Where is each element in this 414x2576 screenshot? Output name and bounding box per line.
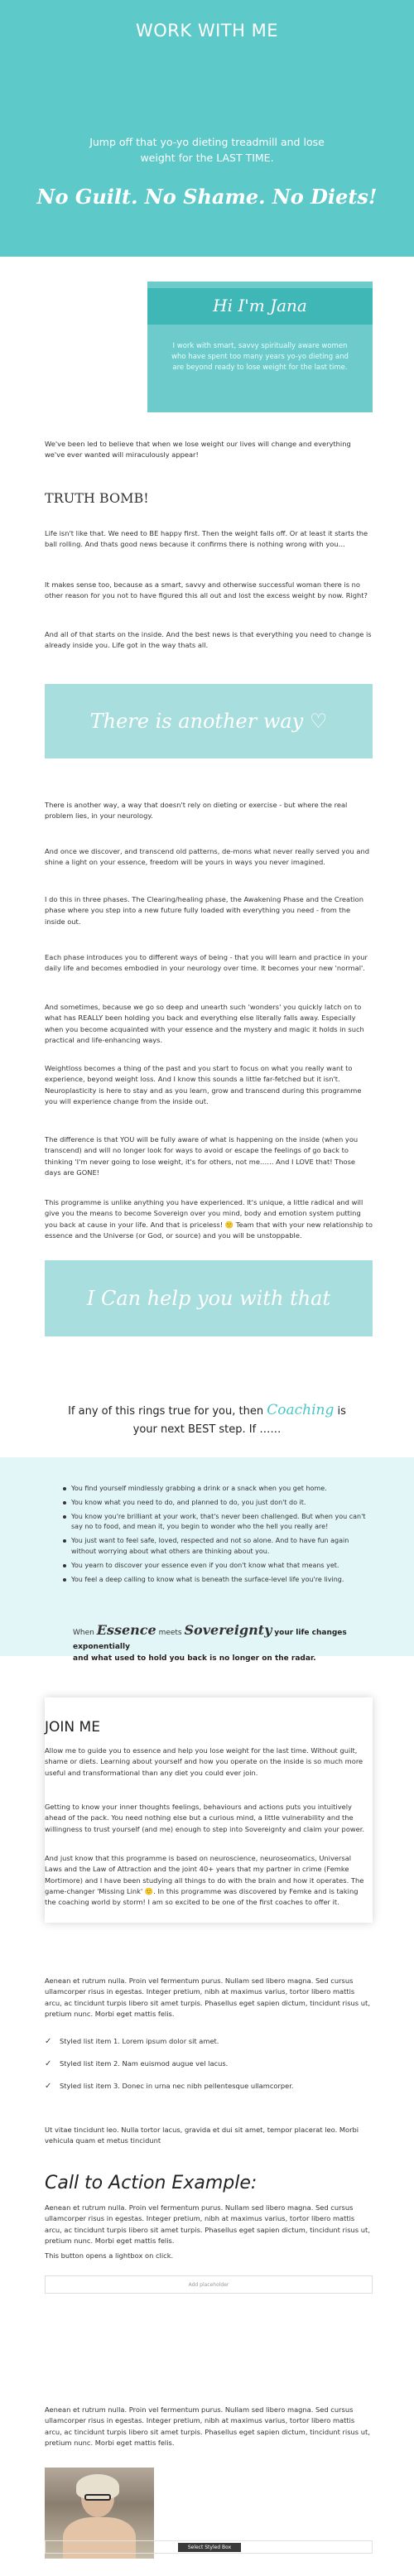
body-paragraph-6: Weightloss becomes a thing of the past and you start to focus on what you really want to experience, beyond weight loss. And I know this sounds a little far-fetched but it isn't. Neuroplasticity is here to stay and as you learn, grow and transcend during this programme you will experience change from the inside out. — [45, 1064, 362, 1105]
body-paragraph-1: There is another way, a way that doesn't rely on dieting or exercise - but where the real problem lies, in your neurology. — [45, 801, 348, 821]
styled-checklist — [45, 2035, 373, 2102]
lorem-paragraph-2: Ut vitae tincidunt leo. Nulla tortor lacus, gravida et dui sit amet, tempor placerat leo. Morbi vehicula quam et metus tincidunt — [45, 2126, 359, 2145]
list-item: You know what you need to do, and planned to do, you just don't do it. — [63, 1498, 371, 1509]
intro-text: I work with smart, savvy spiritually aware women who have spent too many years yo-yo dieting and are beyond ready to lose weight for the last time. — [171, 342, 349, 373]
rings-pre: If any of this rings true for you, then — [68, 1405, 264, 1418]
join-card — [45, 1697, 373, 1923]
check-icon: ✓ — [45, 2037, 52, 2046]
intro-paragraph-1: We've been led to believe that when we lose weight our lives will change and everything we've ever wanted will miraculously appear! — [45, 440, 351, 460]
intro-heading: Hi I'm Jana — [213, 296, 307, 315]
hero-subtitle: Jump off that yo-yo dieting treadmill and lose weight for the LAST TIME. — [89, 136, 325, 165]
check-icon: ✓ — [45, 2082, 52, 2091]
cta-heading: Call to Action Example: — [45, 2173, 258, 2193]
body-paragraph-5: And sometimes, because we go so deep and unearth such 'wonders' you quickly latch on to what has REALLY been holding you back and everything else literally falls away. Especially when you become acquainted with your essence and the mystery and magic it holds in such practical and life-enhancing ways. — [45, 1003, 364, 1044]
another-way-banner: There is another way ♡ — [45, 684, 373, 758]
checklist-item-label: Styled list item 1. Lorem ipsum dolor sit amet. — [60, 2037, 219, 2046]
checklist-item-label: Styled list item 2. Nam euismod augue vel lacus. — [60, 2059, 229, 2068]
body-paragraph-3: I do this in three phases. The Clearing/healing phase, the Awakening Phase and the Creation phase where you step into a new future fully loaded with everything you need - from the inside out. — [45, 895, 364, 926]
list-item: You know you're brilliant at your work, that's never been challenged. But when you can't say no to food, and mean it, you begin to wonder who the hell you really are! — [63, 1512, 371, 1534]
intro-paragraph-2: Life isn't like that. We need to BE happy first. Then the weight falls off. Or at least it starts the ball rolling. And thats good news because it confirms there is nothing wrong with you… — [45, 529, 368, 549]
lorem-paragraph-1: Aenean et rutrum nulla. Proin vel fermentum purus. Nullam sed libero magna. Sed cursus ullamcorper risus in egestas. Integer pretium, nibh at maximus varius, tortor libero mattis arcu, ac tincidunt turpis libero sit amet turpis. Phasellus eget sapien dictum, tincidunt risus ut, pretium nunc. Morbi eget mattis felis. — [45, 1977, 370, 2018]
lightbox-placeholder-button[interactable]: Add placeholder — [45, 2275, 373, 2294]
essence-rest: your life changes exponentially — [73, 1629, 347, 1651]
lorem-paragraph-4: Aenean et rutrum nulla. Proin vel fermentum purus. Nullam sed libero magna. Sed cursus ullamcorper risus in egestas. Integer pretium, nibh at maximus varius, tortor libero mattis arcu, ac tincidunt turpis libero sit amet turpis. Phasellus eget sapien dictum, tincidunt risus ut, pretium nunc. Morbi eget mattis felis. — [45, 2405, 370, 2447]
essence-line2: and what used to hold you back is no longer on the radar. — [73, 1654, 316, 1663]
list-item: You feel a deep calling to know what is beneath the surface-level life you're living. — [63, 1575, 371, 1586]
intro-paragraph-4: And all of that starts on the inside. And the best news is that everything you need to change is already inside you. Life got in the way thats all. — [45, 630, 372, 650]
select-styled-box-button[interactable]: Select Styled Box — [178, 2543, 241, 2552]
join-title: JOIN ME — [45, 1719, 100, 1736]
checklist-item-label: Styled list item 3. Donec in urna nec nibh pellentesque ullamcorper. — [60, 2082, 294, 2091]
essence-meets: meets — [158, 1629, 182, 1637]
checklist-item — [45, 2058, 373, 2070]
essence-word: Essence — [96, 1622, 156, 1638]
body-paragraph-7: The difference is that YOU will be fully aware of what is happening on the inside (when you transcend) and will no longer look for ways to avoid or escape the feelings of go back to thinking 'I'm never going to lose weight, it's for others, not me…… And I LOVE that! Those days are GONE! — [45, 1135, 359, 1177]
coaching-word: Coaching — [267, 1402, 335, 1418]
intro-paragraph-3: It makes sense too, because as a smart, savvy and otherwise successful woman there is no other reason for you not to have figured this all out and lost the excess weight by now. Right? — [45, 580, 368, 600]
rings-post: your next BEST step. If …… — [132, 1423, 282, 1437]
checklist-item — [45, 2035, 373, 2048]
lightbox-note: This button opens a lightbox on click. — [45, 2251, 174, 2260]
list-item: You find yourself mindlessly grabbing a drink or a snack when you get home. — [63, 1484, 371, 1495]
hero-tagline: No Guilt. No Shame. No Diets! — [36, 185, 378, 209]
help-banner: I Can help you with that — [45, 1260, 373, 1336]
hero-banner — [0, 0, 414, 257]
join-paragraph-2: Getting to know your inner thoughts feelings, behaviours and actions puts you intuitively ahead of the pack. You need nothing else but a curious mind, a little vulnerability and the willingness to trust yourself (and me) enough to step into Sovereignty and claim your power. — [45, 1803, 365, 1833]
essence-when: When — [73, 1629, 94, 1637]
body-paragraph-8: This programme is unlike anything you have experienced. It's unique, a little radical and will give you the means to become Sovereign over you mind, body and emotion system putting you back at cause in your life. And that is priceless! 🙂 Team that with your new relationship to essence and the Universe (or God, or source) and you will be unstoppable. — [45, 1198, 373, 1240]
sovereignty-word: Sovereignty — [184, 1622, 272, 1638]
lorem-paragraph-3: Aenean et rutrum nulla. Proin vel fermentum purus. Nullam sed libero magna. Sed cursus ullamcorper risus in egestas. Integer pretium, nibh at maximus varius, tortor libero mattis arcu, ac tincidunt turpis libero sit amet turpis. Phasellus eget sapien dictum, tincidunt risus ut, pretium nunc. Morbi eget mattis felis. — [45, 2203, 370, 2245]
symptoms-list — [63, 1484, 371, 1588]
body-paragraph-4: Each phase introduces you to different ways of being - that you will learn and practice in your daily life and becomes embodied in your neurology over time. It becomes your new 'normal'. — [45, 953, 368, 973]
check-icon: ✓ — [45, 2059, 52, 2068]
styled-box-bar — [45, 2540, 373, 2554]
join-paragraph-3: And just know that this programme is based on neuroscience, neuroseomatics, Universal Laws and the Law of Attraction and the joint 40+ years that my partner in crime (Femke Mortimore) and I have been studying all things to do with the brain and how it operates. The game-changer 'Missing Link' 🙂. In this programme was discovered by Femke and is taking the coaching world by storm! I am so excited to be one of the first coaches to offer it. — [45, 1854, 364, 1907]
rings-is: is — [337, 1405, 346, 1418]
truth-heading: TRUTH BOMB! — [45, 490, 149, 506]
body-paragraph-2: And once we discover, and transcend old patterns, de-mons what never really served you and shine a light on your essence, freedom will be yours in ways you never imagined. — [45, 847, 370, 867]
rings-true-text — [66, 1399, 348, 1439]
checklist-item — [45, 2080, 373, 2092]
intro-box — [147, 282, 373, 412]
list-item: You yearn to discover your essence even if you don't know what that means yet. — [63, 1561, 371, 1572]
list-item: You just want to feel safe, loved, respected and not so alone. And to have fun again without worrying about what others are thinking about you. — [63, 1536, 371, 1558]
symptoms-section — [0, 1457, 414, 1663]
page-title: WORK WITH ME — [136, 21, 278, 41]
join-paragraph-1: Allow me to guide you to essence and help you lose weight for the last time. Without guilt, shame or diets. Learning about yourself and how you operate on the inside is so much more useful and transformational than any diet you could ever join. — [45, 1746, 363, 1777]
essence-statement — [73, 1620, 381, 1664]
